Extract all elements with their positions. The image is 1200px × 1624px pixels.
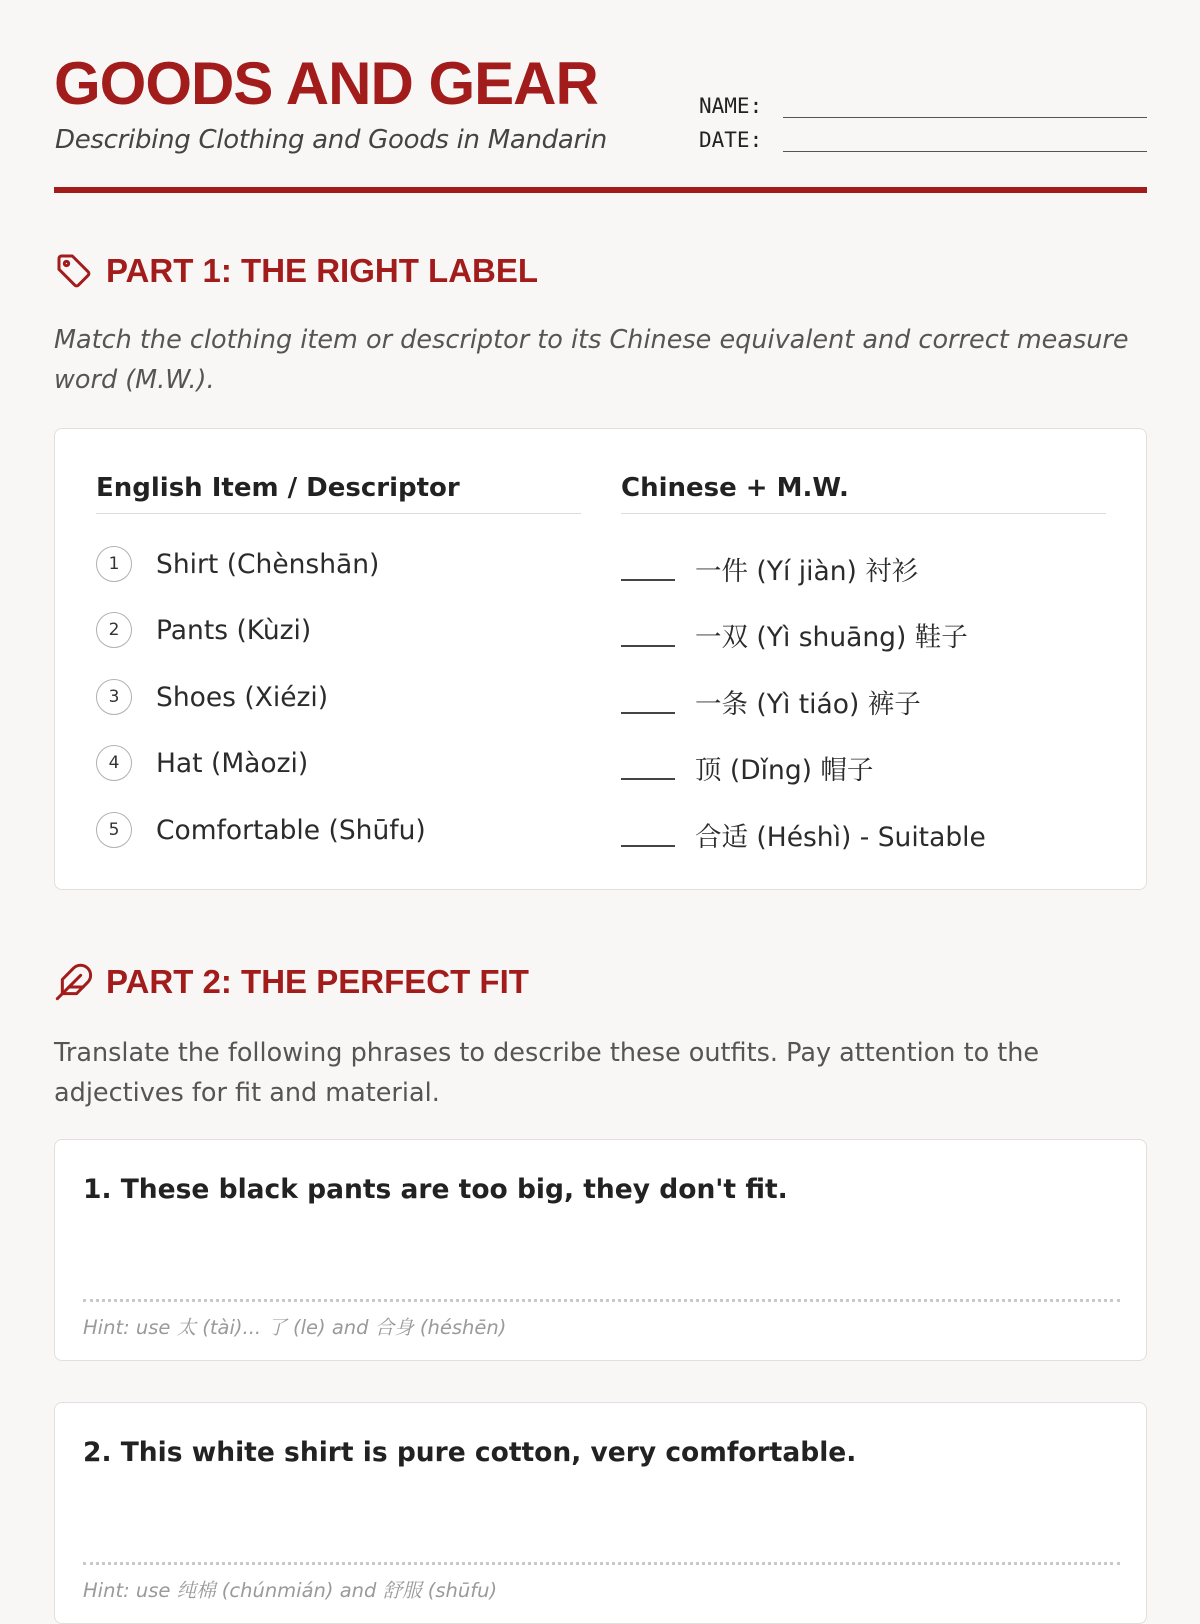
answer-blank[interactable] <box>621 845 675 847</box>
match-row <box>55 674 1146 724</box>
chinese-item: 一双 (Yì shuāng) 鞋子 <box>695 622 968 653</box>
part2-heading <box>54 962 529 1002</box>
name-field[interactable] <box>783 97 1147 118</box>
feather-pen-icon <box>54 962 94 1002</box>
answer-line[interactable] <box>83 1562 1120 1565</box>
tag-icon <box>54 251 94 291</box>
exercise-question: 2. This white shirt is pure cotton, very comfortable. <box>83 1437 857 1468</box>
chinese-item: 一件 (Yí jiàn) 衬衫 <box>695 556 919 587</box>
page-subtitle: Describing Clothing and Goods in Mandarin <box>55 125 607 155</box>
exercise-hint: Hint: use 太 (tài)... 了 (le) and 合身 (héshēn) <box>83 1316 507 1339</box>
header-divider <box>54 187 1147 193</box>
date-label: DATE: <box>699 128 763 152</box>
part1-heading <box>54 251 538 291</box>
date-row <box>699 128 1147 152</box>
english-item: Pants (Kùzi) <box>156 615 312 646</box>
matching-card <box>54 428 1147 890</box>
answer-blank[interactable] <box>621 579 675 581</box>
chinese-item: 顶 (Dǐng) 帽子 <box>695 755 874 786</box>
answer-line[interactable] <box>83 1299 1120 1302</box>
exercise-card <box>54 1402 1147 1624</box>
chinese-item: 合适 (Héshì) - Suitable <box>695 822 986 853</box>
part2-heading-text: PART 2: THE PERFECT FIT <box>106 963 529 1000</box>
match-row <box>55 807 1146 857</box>
part2-instructions: Translate the following phrases to describe these outfits. Pay attention to the adjectives for fit and material. <box>54 1038 1040 1108</box>
answer-blank[interactable] <box>621 778 675 780</box>
chinese-column-header: Chinese + M.W. <box>621 473 1106 514</box>
match-row <box>55 541 1146 591</box>
match-row <box>55 740 1146 790</box>
part1-instructions: Match the clothing item or descriptor to its Chinese equivalent and correct measure word (M.W.). <box>54 325 1129 395</box>
english-item: Shirt (Chènshān) <box>156 549 380 580</box>
item-number: 4 <box>96 745 132 781</box>
match-row <box>55 607 1146 657</box>
item-number: 3 <box>96 679 132 715</box>
answer-blank[interactable] <box>621 645 675 647</box>
exercise-card <box>54 1139 1147 1361</box>
page-title: GOODS AND GEAR <box>54 50 598 117</box>
part1-heading-text: PART 1: THE RIGHT LABEL <box>106 252 539 289</box>
exercise-question: 1. These black pants are too big, they don't fit. <box>83 1174 788 1205</box>
item-number: 1 <box>96 546 132 582</box>
exercise-hint: Hint: use 纯棉 (chúnmián) and 舒服 (shūfu) <box>83 1579 498 1602</box>
english-item: Shoes (Xiézi) <box>156 682 329 713</box>
english-item: Comfortable (Shūfu) <box>156 815 426 846</box>
name-label: NAME: <box>699 94 763 118</box>
chinese-item: 一条 (Yì tiáo) 裤子 <box>695 689 921 720</box>
date-field[interactable] <box>783 131 1147 152</box>
english-column-header: English Item / Descriptor <box>96 473 581 514</box>
name-row <box>699 94 1147 118</box>
answer-blank[interactable] <box>621 712 675 714</box>
item-number: 2 <box>96 612 132 648</box>
english-item: Hat (Màozi) <box>156 748 309 779</box>
item-number: 5 <box>96 812 132 848</box>
